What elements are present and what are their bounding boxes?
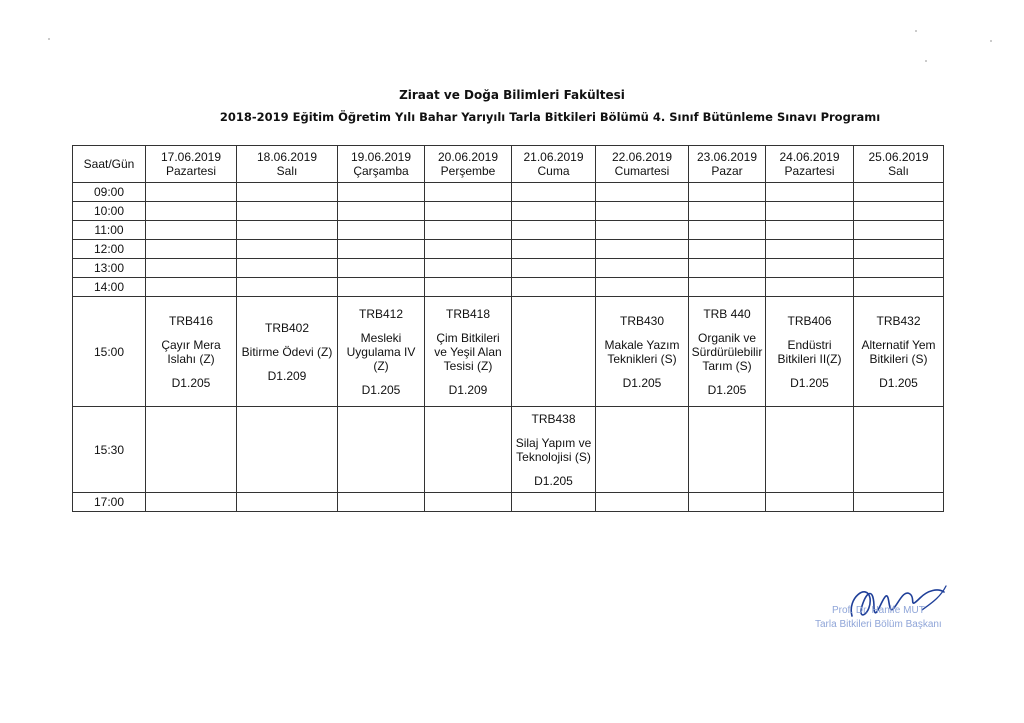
exam-code: TRB416 <box>168 313 214 328</box>
exam-name: Çim Bitkileri <box>436 330 500 345</box>
time-cell: 10:00 <box>73 202 146 221</box>
day-date: 24.06.2019 <box>779 150 840 164</box>
time-cell: 14:00 <box>73 278 146 297</box>
signer-title: Tarla Bitkileri Bölüm Başkanı <box>815 619 942 630</box>
time-row-1500 <box>73 297 944 407</box>
time-cell: 15:00 <box>73 297 146 407</box>
day-date: 25.06.2019 <box>868 150 929 164</box>
day-header <box>766 146 854 183</box>
empty-cell <box>689 407 766 493</box>
day-date: 17.06.2019 <box>160 150 222 164</box>
exam-name: ve Yeşil Alan <box>434 344 502 359</box>
exam-name: Makale Yazım <box>604 337 680 352</box>
exam-name: Sürdürülebilir <box>691 344 763 359</box>
exam-cell <box>338 297 425 407</box>
day-header <box>512 146 596 183</box>
exam-code: TRB438 <box>531 411 576 426</box>
day-header <box>689 146 766 183</box>
exam-cell <box>766 297 854 407</box>
exam-room: D1.205 <box>790 375 829 390</box>
exam-name: Teknikleri (S) <box>607 351 677 366</box>
exam-cell <box>237 297 338 407</box>
time-cell: 13:00 <box>73 259 146 278</box>
time-row-1530 <box>73 407 944 493</box>
exam-cell <box>146 297 237 407</box>
exam-cell <box>512 407 596 493</box>
day-date: 18.06.2019 <box>256 150 318 164</box>
scan-speck <box>48 38 50 40</box>
exam-name: Teknolojisi (S) <box>516 449 591 464</box>
exam-room: D1.209 <box>448 382 488 397</box>
scan-speck <box>925 60 927 62</box>
exam-name: Alternatif Yem <box>861 337 936 352</box>
empty-cell <box>512 297 596 407</box>
day-header <box>338 146 425 183</box>
day-header <box>146 146 237 183</box>
exam-room: D1.205 <box>171 375 211 390</box>
scan-speck <box>915 30 917 32</box>
scan-speck <box>990 40 992 42</box>
exam-code: TRB412 <box>358 306 404 321</box>
day-name: Cuma <box>537 164 570 178</box>
exam-cell <box>596 297 689 407</box>
exam-room: D1.205 <box>534 473 573 488</box>
exam-room: D1.209 <box>267 368 307 383</box>
time-row <box>73 493 944 512</box>
exam-name: Çayır Mera <box>161 337 221 352</box>
signer-name: Prof. Dr. Hanife MUT <box>832 605 925 616</box>
empty-cell <box>854 407 944 493</box>
exam-cell <box>425 297 512 407</box>
empty-cell <box>766 407 854 493</box>
exam-code: TRB430 <box>619 313 665 328</box>
exam-cell <box>854 297 944 407</box>
exam-name: Mesleki <box>360 330 402 345</box>
day-name: Perşembe <box>440 164 496 178</box>
program-title: 2018-2019 Eğitim Öğretim Yılı Bahar Yarıyılı Tarla Bitkileri Bölümü 4. Sınıf Bütünleme Sınavı Programı <box>219 110 881 124</box>
time-row <box>73 240 944 259</box>
exam-name: Bitkileri (S) <box>869 351 928 366</box>
empty-cell <box>338 407 425 493</box>
exam-room: D1.205 <box>879 375 918 390</box>
exam-code: TRB 440 <box>703 306 751 321</box>
day-name: Salı <box>276 164 298 178</box>
day-header <box>854 146 944 183</box>
exam-name: Tarım (S) <box>702 358 752 373</box>
exam-name: Organik ve <box>697 330 757 345</box>
time-row <box>73 259 944 278</box>
time-row <box>73 183 944 202</box>
day-name: Cumartesi <box>614 164 670 178</box>
faculty-title: Ziraat ve Doğa Bilimleri Fakültesi <box>399 88 625 102</box>
exam-code: TRB418 <box>445 306 491 321</box>
time-cell: 17:00 <box>73 493 146 512</box>
exam-code: TRB406 <box>787 313 832 328</box>
header-row <box>73 146 944 183</box>
day-name: Salı <box>888 164 909 178</box>
day-header <box>596 146 689 183</box>
empty-cell <box>146 407 237 493</box>
day-name: Pazartesi <box>165 164 217 178</box>
time-cell: 09:00 <box>73 183 146 202</box>
empty-cell <box>596 407 689 493</box>
time-cell: 12:00 <box>73 240 146 259</box>
exam-cell <box>689 297 766 407</box>
day-date: 23.06.2019 <box>696 150 758 164</box>
day-date: 19.06.2019 <box>350 150 412 164</box>
exam-code: TRB402 <box>264 320 310 335</box>
corner-cell: Saat/Gün <box>73 146 146 183</box>
day-name: Çarşamba <box>353 164 409 178</box>
day-date: 20.06.2019 <box>437 150 499 164</box>
exam-name: Bitkileri II(Z) <box>777 351 842 366</box>
exam-room: D1.205 <box>707 382 747 397</box>
time-row <box>73 221 944 240</box>
empty-cell <box>425 407 512 493</box>
exam-name: Silaj Yapım ve <box>515 435 592 450</box>
day-name: Pazartesi <box>784 164 835 178</box>
exam-room: D1.205 <box>622 375 662 390</box>
day-name: Pazar <box>711 164 743 178</box>
exam-name: Islahı (Z) <box>167 351 215 366</box>
exam-name: (Z) <box>373 358 389 373</box>
time-row <box>73 202 944 221</box>
exam-name: Bitirme Ödevi (Z) <box>241 344 333 359</box>
time-row <box>73 278 944 297</box>
time-cell: 15:30 <box>73 407 146 493</box>
exam-schedule-table <box>72 145 944 512</box>
day-date: 21.06.2019 <box>523 150 584 164</box>
exam-code: TRB432 <box>876 313 921 328</box>
day-date: 22.06.2019 <box>611 150 673 164</box>
day-header <box>425 146 512 183</box>
exam-name: Uygulama IV <box>346 344 416 359</box>
exam-name: Endüstri <box>787 337 832 352</box>
time-cell: 11:00 <box>73 221 146 240</box>
empty-cell <box>237 407 338 493</box>
exam-name: Tesisi (Z) <box>443 358 493 373</box>
day-header <box>237 146 338 183</box>
exam-room: D1.205 <box>361 382 401 397</box>
